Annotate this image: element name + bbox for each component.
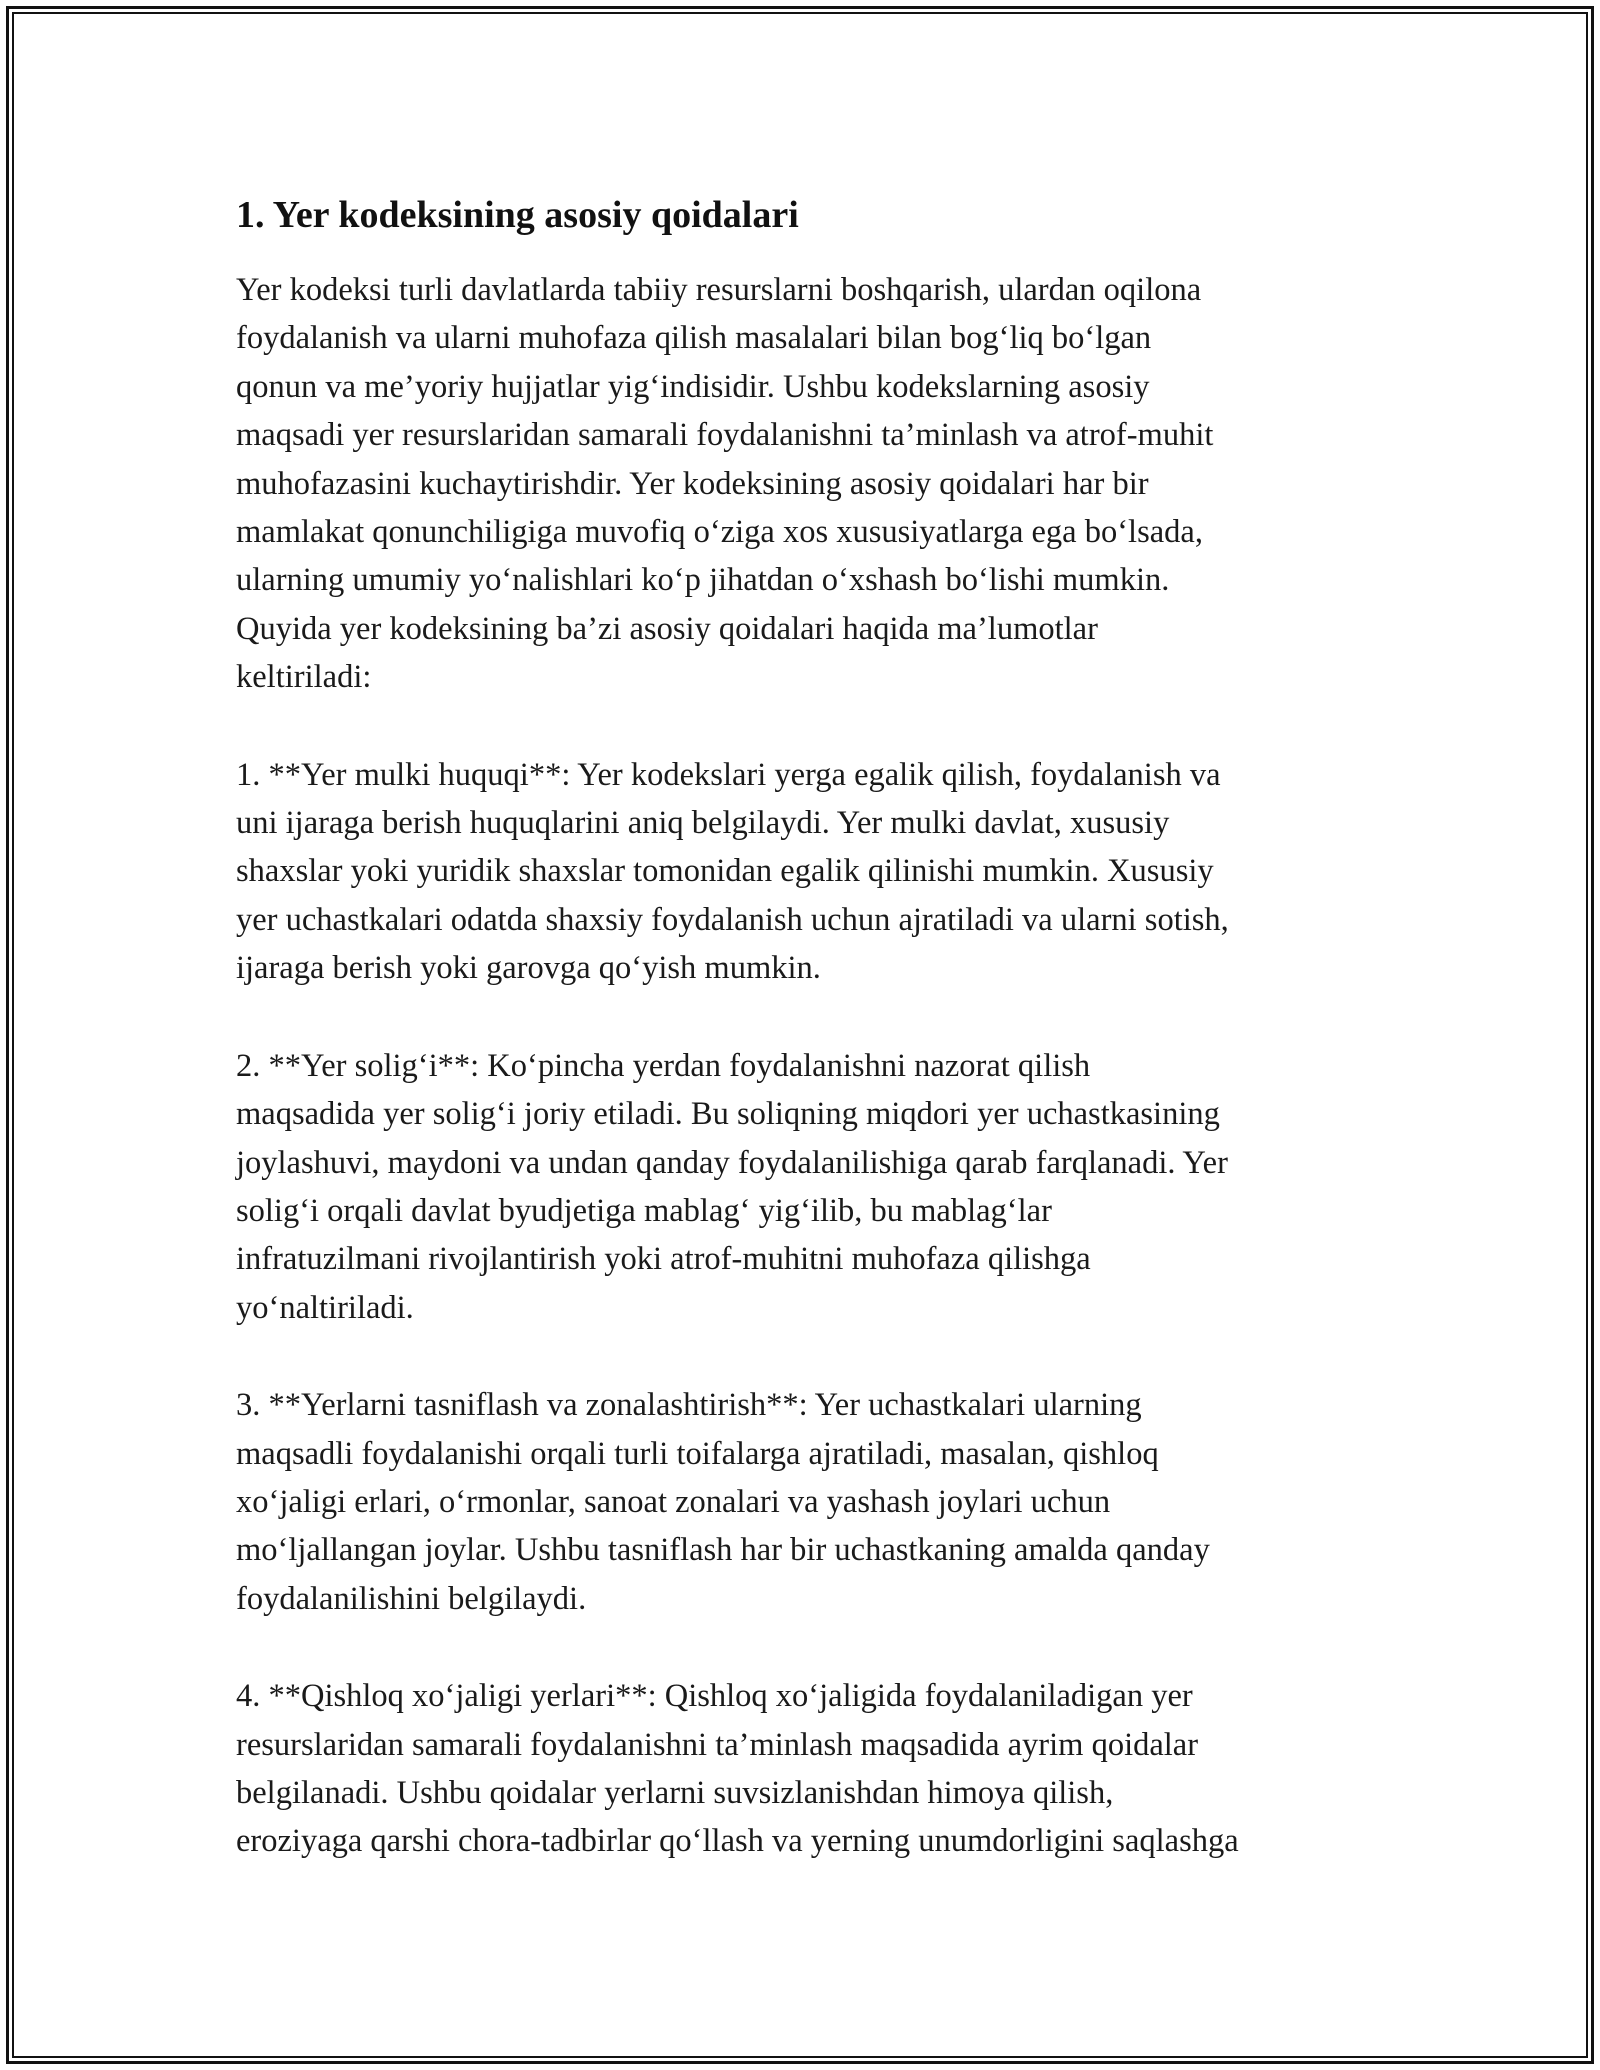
paragraph-land-classification: 3. **Yerlarni tasniflash va zonalashtirish**: Yer uchastkalari ularning maqsadli foydalanishi orqali turli toifalarga ajratiladi, masalan, qishloq xo‘jaligi erlari, o‘rmonlar, sanoat zonalari va yashash joylari uchun mo‘ljallangan joylar. Ushbu tasniflash har bir uchastkaning amalda qanday foydalanilishini belgilaydi.	[236, 1387, 1210, 1617]
section-heading: 1. Yer kodeksining asosiy qoidalari	[236, 194, 799, 236]
intro-paragraph: Yer kodeksi turli davlatlarda tabiiy resurslarni boshqarish, ulardan oqilona foydalanish va ularni muhofaza qilish masalalari bilan bog‘liq bo‘lgan qonun va me’yoriy hujjatlar yig‘indisidir. Ushbu kodekslarning asosiy maqsadi yer resurslaridan samarali foydalanishni ta’minlash va atrof-muhit muhofazasini kuchaytirishdir. Yer kodeksining asosiy qoidalari har bir mamlakat qonunchiligiga muvofiq o‘ziga xos xususiyatlarga ega bo‘lsada, ularning umumiy yo‘nalishlari ko‘p jihatdan o‘xshash bo‘lishi mumkin. Quyida yer kodeksining ba’zi asosiy qoidalari haqida ma’lumotlar keltiriladi:	[236, 272, 1214, 696]
document-body	[236, 186, 1396, 1915]
paragraph-agricultural-land: 4. **Qishloq xo‘jaligi yerlari**: Qishloq xo‘jaligida foydalaniladigan yer resurslaridan samarali foydalanishni ta’minlash maqsadida ayrim qoidalar belgilanadi. Ushbu qoidalar yerlarni suvsizlanishdan himoya qilish, eroziyaga qarshi chora-tadbirlar qo‘llash va yerning unumdorligini saqlashga	[236, 1678, 1239, 1860]
paragraph-land-tax: 2. **Yer solig‘i**: Ko‘pincha yerdan foydalanishni nazorat qilish maqsadida yer solig‘i joriy etiladi. Bu soliqning miqdori yer uchastkasining joylashuvi, maydoni va undan qanday foydalanilishiga qarab farqlanadi. Yer solig‘i orqali davlat byudjetiga mablag‘ yig‘ilib, bu mablag‘lar infratuzilmani rivojlantirish yoki atrof-muhitni muhofaza qilishga yo‘naltiriladi.	[236, 1047, 1228, 1326]
paragraph-land-ownership: 1. **Yer mulki huquqi**: Yer kodekslari yerga egalik qilish, foydalanish va uni ijaraga berish huquqlarini aniq belgilaydi. Yer mulki davlat, xususiy shaxslar yoki yuridik shaxslar tomonidan egalik qilinishi mumkin. Xususiy yer uchastkalari odatda shaxsiy foydalanish uchun ajratiladi va ularni sotish, ijaraga berish yoki garovga qo‘yish mumkin.	[236, 756, 1229, 987]
